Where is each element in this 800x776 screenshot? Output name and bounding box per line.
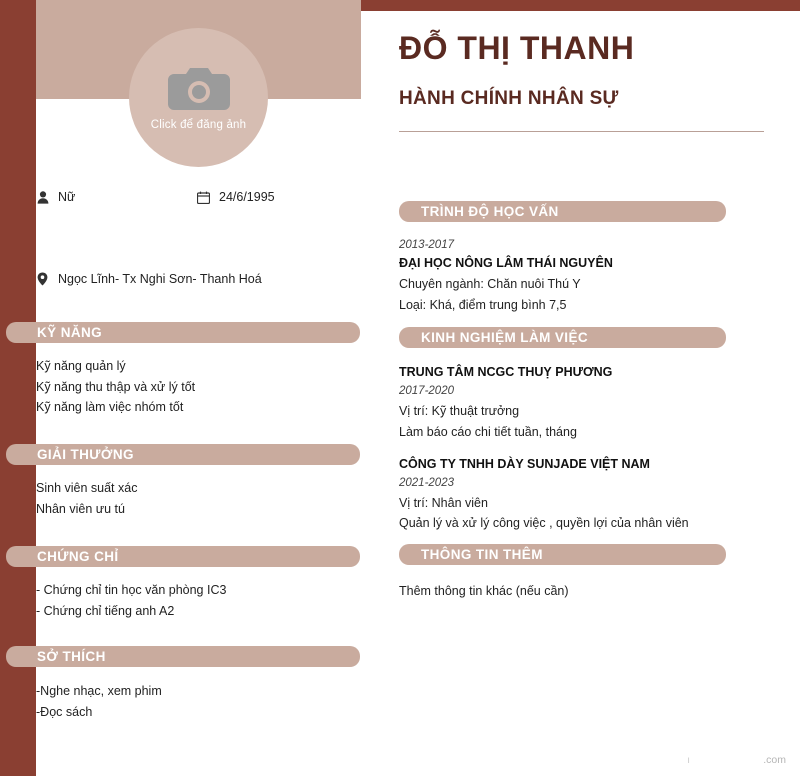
experience-years: 2021-2023 bbox=[399, 477, 454, 489]
list-item: - Chứng chỉ tiếng anh A2 bbox=[36, 603, 175, 618]
info-dob-value: 24/6/1995 bbox=[219, 190, 275, 204]
experience-company: CÔNG TY TNHH DÀY SUNJADE VIỆT NAM bbox=[399, 457, 650, 471]
section-title-certificates: CHỨNG CHỈ bbox=[37, 549, 119, 564]
list-item: Nhân viên ưu tú bbox=[36, 501, 125, 516]
list-item: Kỹ năng thu thập và xử lý tốt bbox=[36, 379, 196, 394]
section-header-certificates bbox=[6, 546, 360, 567]
section-title-awards: GIẢI THƯỞNG bbox=[37, 447, 134, 462]
section-header-hobbies bbox=[6, 646, 360, 667]
footer-tick: ı bbox=[687, 754, 690, 766]
section-header-experience bbox=[399, 327, 726, 348]
list-item: -Đọc sách bbox=[36, 704, 93, 719]
list-item: -Nghe nhạc, xem phim bbox=[36, 684, 162, 698]
section-header-extra-info bbox=[399, 544, 726, 565]
experience-company: TRUNG TÂM NCGC THUỴ PHƯƠNG bbox=[399, 365, 613, 379]
info-address-value: Ngọc Lĩnh- Tx Nghi Sơn- Thanh Hoá bbox=[58, 272, 262, 286]
hobbies-list bbox=[36, 681, 356, 722]
section-header-awards bbox=[6, 444, 360, 465]
awards-list bbox=[36, 478, 356, 519]
section-header-education bbox=[399, 201, 726, 222]
education-major: Chuyên ngành: Chăn nuôi Thú Y bbox=[399, 277, 581, 291]
experience-position: Vị trí: Nhân viên bbox=[399, 496, 488, 510]
camera-icon bbox=[168, 64, 230, 112]
photo-upload-area[interactable] bbox=[129, 28, 268, 167]
candidate-name: ĐỖ THỊ THANH bbox=[399, 30, 635, 66]
experience-position: Vị trí: Kỹ thuật trưởng bbox=[399, 404, 520, 418]
section-title-education: TRÌNH ĐỘ HỌC VẤN bbox=[421, 204, 559, 219]
section-title-skills: KỸ NĂNG bbox=[37, 325, 103, 340]
footer-watermark: .com bbox=[763, 754, 786, 766]
list-item: Kỹ năng làm việc nhóm tốt bbox=[36, 400, 184, 414]
experience-description: Quản lý và xử lý công việc , quyền lợi của nhân viên bbox=[399, 516, 689, 530]
person-icon bbox=[36, 191, 49, 204]
section-title-hobbies: SỞ THÍCH bbox=[37, 649, 106, 664]
header-divider bbox=[399, 131, 764, 132]
list-item: Sinh viên suất xác bbox=[36, 481, 138, 495]
candidate-job-title: HÀNH CHÍNH NHÂN SỰ bbox=[399, 88, 619, 109]
location-pin-icon bbox=[36, 272, 49, 286]
section-header-skills bbox=[6, 322, 360, 343]
list-item: - Chứng chỉ tin học văn phòng IC3 bbox=[36, 583, 227, 597]
info-address bbox=[36, 272, 262, 286]
list-item: Kỹ năng quản lý bbox=[36, 359, 126, 373]
education-years: 2013-2017 bbox=[399, 239, 454, 251]
education-grade: Loại: Khá, điểm trung bình 7,5 bbox=[399, 298, 567, 312]
info-dob bbox=[197, 190, 275, 204]
info-gender-value: Nữ bbox=[58, 190, 76, 204]
photo-upload-caption: Click để đăng ảnh bbox=[150, 119, 247, 131]
calendar-icon bbox=[197, 191, 210, 204]
skills-list bbox=[36, 356, 356, 418]
certificates-list bbox=[36, 580, 356, 621]
info-gender bbox=[36, 190, 75, 204]
experience-description: Làm báo cáo chi tiết tuần, tháng bbox=[399, 425, 577, 439]
experience-years: 2017-2020 bbox=[399, 385, 454, 397]
section-title-extra-info: THÔNG TIN THÊM bbox=[421, 547, 543, 562]
extra-info-note: Thêm thông tin khác (nếu cần) bbox=[399, 584, 569, 598]
section-title-experience: KINH NGHIỆM LÀM VIỆC bbox=[421, 330, 589, 345]
education-school: ĐẠI HỌC NÔNG LÂM THÁI NGUYÊN bbox=[399, 256, 613, 270]
top-accent-bar bbox=[361, 0, 800, 11]
